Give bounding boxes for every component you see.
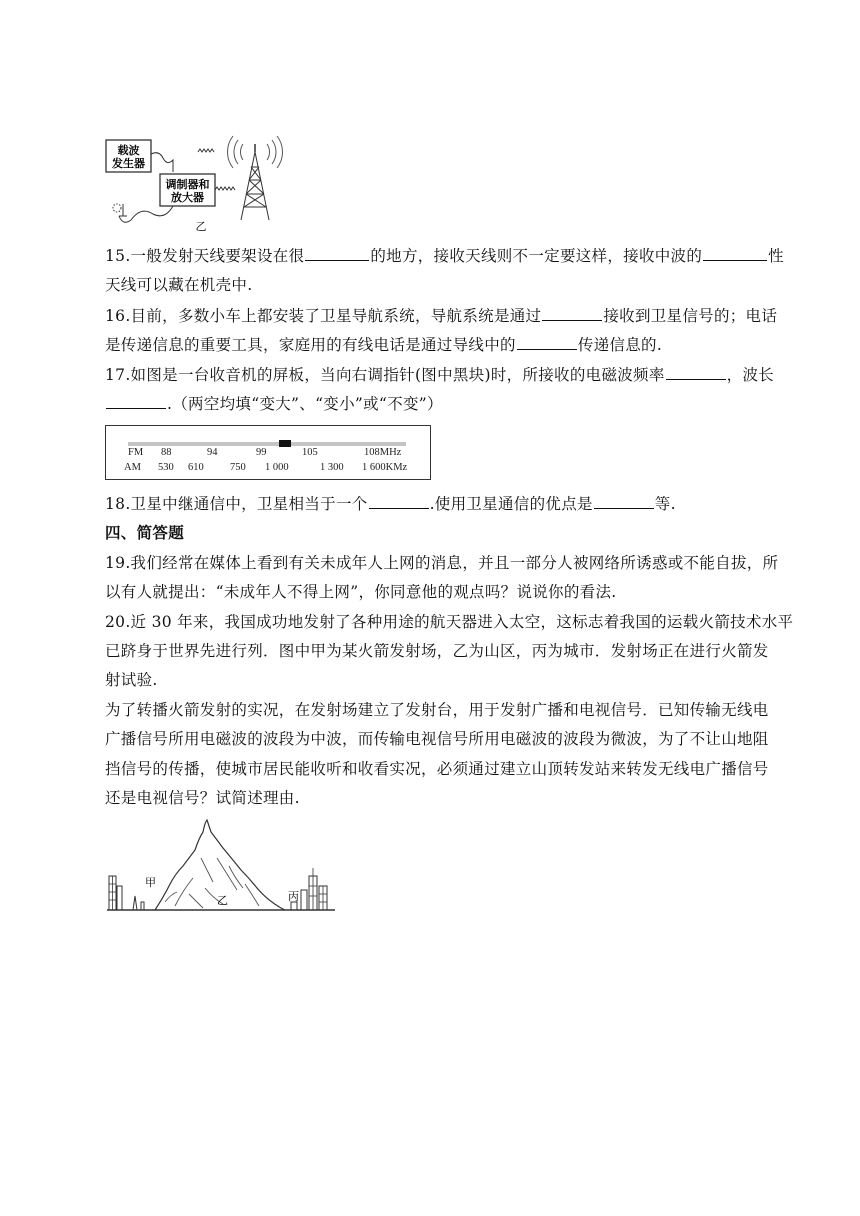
fm-tick-94: 94	[207, 447, 218, 458]
q16-line1: 16.目前，多数小车上都安装了卫星导航系统，导航系统是通过 接收到卫星信号的；电话	[105, 307, 778, 325]
q20-line5: 广播信号所用电磁波的波段为中波，而传输电视信号所用电磁波的波段为微波，为了不让山地阻	[105, 730, 769, 748]
q17-line1: 17.如图是一台收音机的屏板，当向右调指针(图中黑块)时，所接收的电磁波频率 ，波长	[105, 366, 775, 384]
q19-line2: 以有人就提出：“未成年人不得上网”，你同意他的观点吗？说说你的看法.	[105, 583, 617, 601]
q15-line1: 15.一般发射天线要架设在很 的地方，接收天线则不一定要这样，接收中波的 性	[105, 247, 784, 265]
section-heading: 四、简答题	[105, 524, 185, 542]
q19-line1: 19.我们经常在媒体上看到有关未成年人上网的消息，并且一部分人被网络所诱惑或不能自拔，所	[105, 554, 779, 572]
modulator-label-2: 放大器	[171, 191, 204, 204]
q18-line: 18.卫星中继通信中，卫星相当于一个 .使用卫星通信的优点是 等.	[105, 495, 676, 513]
carrier-generator-label-1: 载波	[117, 144, 140, 157]
q16-blank-2	[517, 335, 577, 350]
figure-caption: 乙	[195, 220, 207, 232]
fm-tick-99: 99	[256, 447, 267, 458]
fm-tick-108: 108MHz	[364, 447, 402, 458]
am-label: AM	[124, 462, 141, 473]
modulator-label-1: 调制器和	[165, 178, 210, 191]
fm-tick-88: 88	[161, 447, 172, 458]
q20-line6: 挡信号的传播，使城市居民能收听和收看实况，必须通过建立山顶转发站来转发无线电广播信号	[105, 760, 769, 778]
mountain-diagram	[105, 818, 337, 914]
am-tick-1000: 1 000	[265, 462, 289, 473]
q16-blank-1	[542, 306, 602, 321]
q17-blank-1	[666, 365, 726, 380]
q15-blank-1	[305, 246, 369, 261]
carrier-generator-label-2: 发生器	[112, 157, 145, 170]
am-tick-530: 530	[158, 462, 174, 473]
q20-line2: 已跻身于世界先进行列．图中甲为某火箭发射场，乙为山区，丙为城市．发射场正在进行火箭发	[105, 642, 769, 660]
transmitter-diagram	[103, 132, 288, 232]
am-tick-750: 750	[230, 462, 246, 473]
q17-line2: .（两空均填“变大”、“变小”或“不变”）	[105, 393, 760, 415]
q20-line1: 20.近 30 年来，我国成功地发射了各种用途的航天器进入太空，这标志着我国的运载火箭技术水平	[105, 613, 794, 631]
am-tick-610: 610	[188, 462, 204, 473]
q20-line4: 为了转播火箭发射的实况，在发射场建立了发射台，用于发射广播和电视信号．已知传输无线电	[105, 701, 769, 719]
fm-label: FM	[128, 447, 144, 458]
radio-dial-panel	[105, 425, 431, 480]
q15-blank-2	[703, 246, 767, 261]
q16-line2: 是传递信息的重要工具，家庭用的有线电话是通过导线中的 传递信息的.	[105, 336, 663, 354]
label-yi: 乙	[217, 894, 228, 907]
q18-blank-1	[369, 494, 429, 509]
am-tick-1600: 1 600KMz	[362, 462, 408, 473]
q20-line3: 射试验.	[105, 671, 158, 689]
label-bing: 丙	[288, 890, 299, 903]
q17-blank-2	[106, 394, 166, 409]
am-tick-1300: 1 300	[320, 462, 344, 473]
q20-line7: 还是电视信号？试简述理由.	[105, 789, 300, 807]
q18-blank-2	[594, 494, 654, 509]
q15-line2: 天线可以藏在机壳中.	[105, 276, 253, 294]
label-jia: 甲	[145, 876, 156, 889]
tuning-pointer	[279, 440, 291, 447]
fm-tick-105: 105	[302, 447, 318, 458]
